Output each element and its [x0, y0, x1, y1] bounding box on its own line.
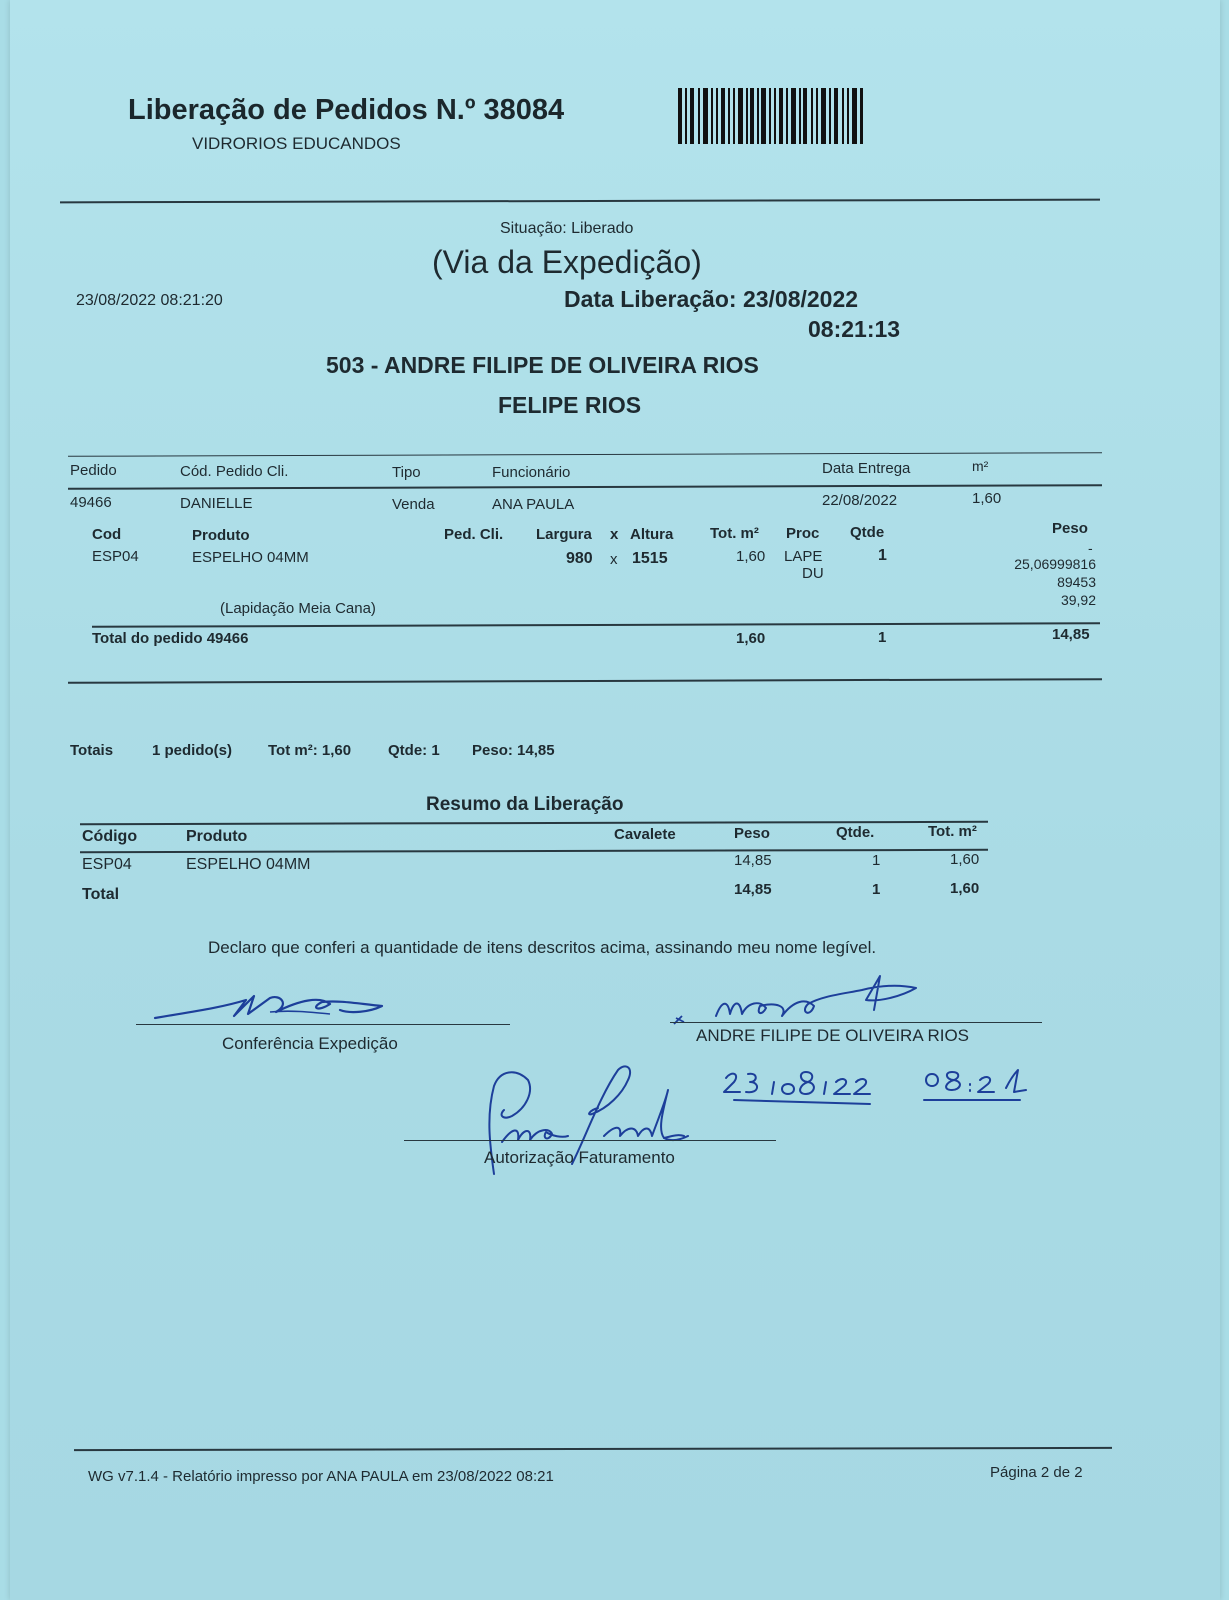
cliente-signature-label: ANDRE FILIPE DE OLIVEIRA RIOS: [696, 1026, 970, 1045]
autorizacao-label: Autorização Faturamento: [484, 1148, 675, 1167]
col-peso-label: Peso: [1052, 520, 1088, 537]
conferencia-label: Conferência Expedição: [222, 1034, 398, 1053]
company-name: VIDRORIOS EDUCANDOS: [192, 134, 401, 153]
item-note: (Lapidação Meia Cana): [220, 600, 376, 617]
item-tot-m2: 1,60: [736, 548, 766, 565]
item-altura: 1515: [632, 550, 668, 567]
cod-pedido-cli-value: DANIELLE: [180, 495, 253, 512]
barcode-icon: [678, 88, 864, 144]
client-nickname: FELIPE RIOS: [498, 392, 642, 418]
item-proc-line1: LAPE: [784, 548, 823, 565]
col-qtde-label: Qtde: [850, 524, 885, 541]
resumo-row-peso: 14,85: [734, 852, 772, 869]
resumo-row-codigo: ESP04: [82, 856, 132, 873]
col-ped-cli-label: Ped. Cli.: [444, 526, 504, 543]
item-peso-line1: 25,06999816: [1014, 556, 1096, 572]
totals-qtde: Qtde: 1: [388, 742, 440, 759]
col-cod-pedido-cli-label: Cód. Pedido Cli.: [180, 463, 289, 480]
printed-datetime: 23/08/2022 08:21:20: [76, 292, 223, 309]
m2-value: 1,60: [972, 490, 1002, 507]
totals-pedidos: 1 pedido(s): [152, 742, 233, 759]
item-peso-line3: 39,92: [1060, 592, 1096, 608]
resumo-total-label: Total: [82, 886, 120, 903]
resumo-header-rule: [80, 849, 988, 853]
resumo-row-produto: ESPELHO 04MM: [186, 856, 311, 873]
via-title: (Via da Expedição): [432, 244, 702, 280]
col-m2-label: m²: [972, 458, 989, 474]
document-title: Liberação de Pedidos N.º 38084: [128, 94, 565, 126]
data-liberacao: Data Liberação: 23/08/2022: [564, 286, 859, 312]
resumo-col-peso: Peso: [734, 825, 770, 842]
funcionario-value: ANA PAULA: [492, 496, 575, 513]
footer-page-number: Página 2 de 2: [990, 1464, 1083, 1481]
pedido-value: 49466: [70, 494, 112, 511]
order-section-bottom-rule: [68, 678, 1102, 684]
resumo-col-cavalete: Cavalete: [614, 826, 676, 843]
col-largura-label: Largura: [536, 526, 592, 543]
order-total-qtde: 1: [878, 629, 887, 646]
resumo-col-produto: Produto: [186, 828, 248, 845]
client-name: 503 - ANDRE FILIPE DE OLIVEIRA RIOS: [326, 352, 759, 378]
item-largura: 980: [566, 550, 593, 567]
col-tipo-label: Tipo: [392, 464, 421, 481]
footer-report-info: WG v7.1.4 - Relatório impresso por ANA PAULA em 23/08/2022 08:21: [88, 1468, 554, 1485]
order-total-m2: 1,60: [736, 630, 766, 647]
signature-line-conferencia: [136, 1024, 510, 1025]
item-peso-line2: 89453: [1057, 574, 1096, 590]
resumo-total-tot-m2: 1,60: [950, 880, 980, 897]
resumo-total-qtde: 1: [872, 881, 881, 898]
data-entrega-value: 22/08/2022: [822, 492, 898, 509]
col-altura-label: Altura: [630, 526, 674, 543]
declaration-text: Declaro que conferi a quantidade de itens descritos acima, assinando meu nome legível.: [208, 938, 877, 957]
col-produto-label: Produto: [192, 527, 250, 544]
col-cod-label: Cod: [92, 526, 122, 543]
resumo-row-qtde: 1: [872, 852, 881, 869]
resumo-title: Resumo da Liberação: [426, 794, 624, 815]
col-pedido-label: Pedido: [70, 462, 117, 479]
resumo-row-tot-m2: 1,60: [950, 851, 980, 868]
item-cod: ESP04: [92, 548, 139, 565]
footer-rule: [74, 1447, 1112, 1451]
col-x-label: x: [610, 526, 619, 543]
order-total-label: Total do pedido 49466: [92, 630, 249, 647]
resumo-col-tot-m2: Tot. m²: [928, 823, 977, 840]
signature-line-autorizacao: [404, 1140, 776, 1141]
item-x: x: [610, 551, 618, 568]
item-produto: ESPELHO 04MM: [192, 549, 309, 566]
handwritten-date-icon: [714, 1060, 1034, 1110]
tipo-value: Venda: [392, 496, 435, 513]
totals-tot-m2: Tot m²: 1,60: [268, 742, 352, 759]
data-liberacao-time: 08:21:13: [808, 316, 901, 342]
col-data-entrega-label: Data Entrega: [822, 460, 911, 477]
header-divider: [60, 199, 1100, 204]
order-header-top-rule: [68, 452, 1102, 457]
item-peso-dash: -: [1088, 540, 1093, 556]
order-header-bottom-rule: [68, 484, 1102, 490]
resumo-total-peso: 14,85: [734, 881, 772, 898]
col-funcionario-label: Funcionário: [492, 464, 571, 481]
totals-label: Totais: [70, 742, 114, 759]
totals-peso: Peso: 14,85: [472, 742, 555, 759]
col-proc-label: Proc: [786, 525, 820, 542]
order-total-peso: 14,85: [1052, 626, 1090, 643]
signature-conferencia-icon: [150, 982, 400, 1026]
situacao-text: Situação: Liberado: [500, 220, 634, 237]
items-total-rule: [92, 622, 1100, 628]
resumo-col-codigo: Código: [82, 828, 138, 845]
resumo-col-qtde: Qtde.: [836, 824, 875, 841]
col-tot-m2-label: Tot. m²: [710, 525, 759, 542]
signature-line-cliente: [670, 1022, 1042, 1023]
item-proc-line2: DU: [802, 565, 824, 582]
item-qtde: 1: [878, 547, 887, 564]
document-page: [10, 0, 1220, 1600]
